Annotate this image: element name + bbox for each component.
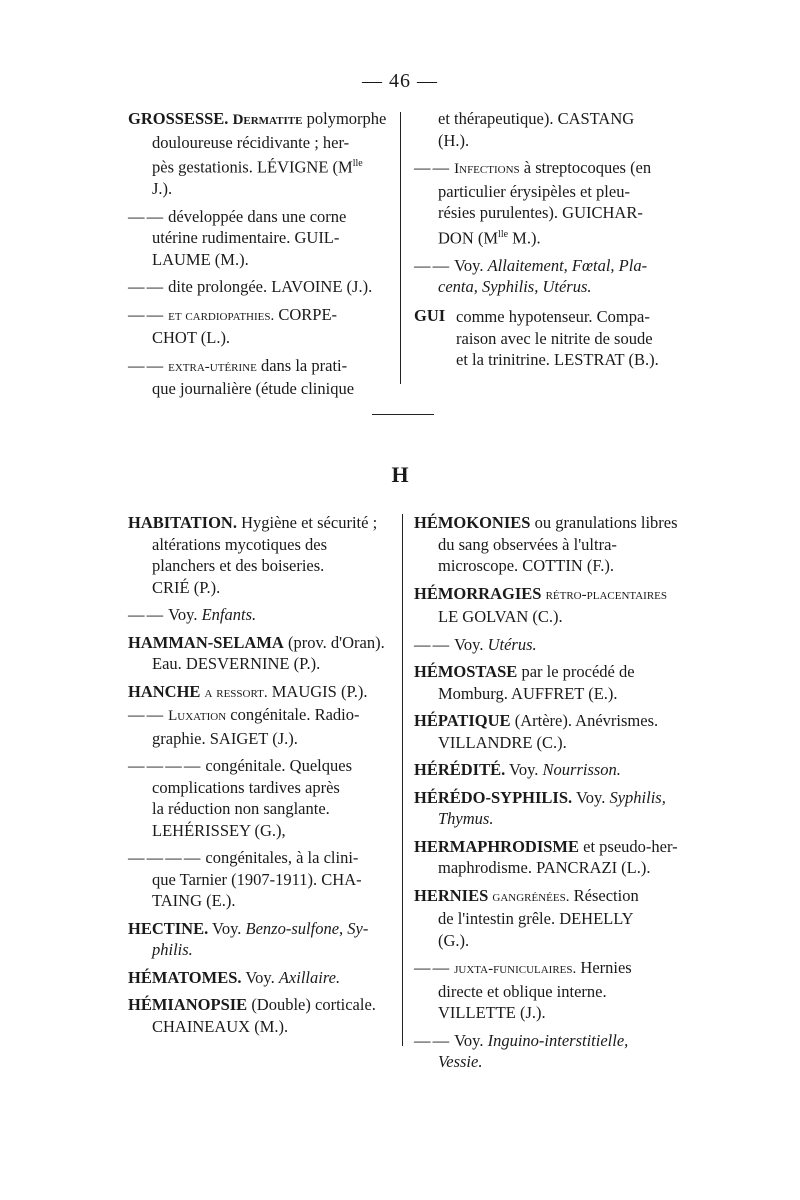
entry-line: [414, 634, 686, 656]
entry-text: et thérapeutique). CASTANG: [438, 109, 635, 128]
gui-line: raison avec le nitrite de soude: [456, 328, 653, 348]
entry-text: Résection: [569, 885, 639, 905]
entry-text: congénitale. Quelques: [205, 756, 352, 775]
repeat-dash: — —: [414, 158, 449, 177]
entry-text: CORPE-: [274, 304, 338, 324]
top-column-divider: [400, 112, 401, 384]
entry-line: [414, 710, 686, 732]
entry-line: [414, 130, 684, 152]
entry-line: [414, 255, 684, 277]
entry-text: Nourrisson.: [542, 760, 621, 779]
entry-line: [128, 276, 390, 298]
index-entry: [414, 157, 684, 249]
index-entry: [128, 967, 398, 989]
entry-line: [414, 555, 686, 577]
index-entry: [128, 276, 390, 298]
index-entry: [128, 681, 398, 750]
entry-line: [128, 1016, 398, 1038]
repeat-dash: — —: [128, 206, 163, 226]
entry-text: Enfants.: [201, 605, 257, 624]
entry-line: [414, 661, 686, 683]
repeat-dash: — —: [128, 705, 163, 724]
entry-text: MAUGIS (P.).: [267, 681, 368, 701]
entry-text: graphie. SAIGET (J.).: [152, 728, 298, 748]
index-entry: [414, 583, 686, 628]
entry-text: rétro-placentaires: [545, 586, 668, 603]
entry-text: Vessie.: [438, 1052, 483, 1071]
entry-text: développée dans une corne: [168, 206, 347, 226]
entry-text: VILLANDRE (C.).: [438, 732, 567, 752]
entry-text: Hygiène et sécurité ;: [236, 513, 378, 532]
entry-text: polymorphe: [302, 109, 387, 128]
entry-text: douloureuse récidivante ; her-: [152, 132, 350, 152]
entry-text: que Tarnier (1907-1911). CHA-: [152, 869, 362, 889]
entry-text: de l'intestin grêle. DEHELLY: [438, 909, 634, 928]
index-entry: [128, 355, 390, 400]
gui-entry: [456, 306, 686, 371]
index-entry: [414, 710, 686, 753]
entry-text: juxta-funiculaires.: [454, 961, 577, 977]
index-entry: [414, 1030, 686, 1073]
entry-line: [128, 512, 398, 534]
entry-line: [414, 808, 686, 830]
entry-line: [414, 108, 684, 130]
entry-line: [128, 577, 398, 599]
repeat-dash: — — — —: [128, 756, 200, 775]
headword: HÉMATOMES.: [128, 967, 242, 987]
entry-text: Luxation: [168, 708, 227, 724]
gui-line: et la trinitrine. LESTRAT (B.).: [456, 350, 659, 369]
index-entry: [414, 108, 684, 151]
entry-line: [128, 653, 398, 675]
entry-text: et pseudo-her-: [579, 836, 678, 856]
repeat-dash: — —: [414, 1030, 449, 1050]
index-entry: [414, 255, 684, 298]
entry-text: centa, Syphilis, Utérus.: [438, 277, 592, 296]
entry-line: [128, 820, 398, 842]
top-right-column: [414, 108, 684, 304]
entry-text: Voy.: [241, 967, 279, 987]
index-entry: [414, 957, 686, 1024]
entry-line: [128, 704, 398, 728]
entry-line: [128, 132, 390, 154]
entry-line: [128, 847, 398, 869]
repeat-dash: — —: [414, 958, 449, 977]
entry-text: et cardiopathies.: [168, 307, 275, 324]
entry-line: [414, 202, 684, 224]
gui-line: comme hypotenseur. Compa-: [456, 307, 650, 326]
headword: HÉMIANOPSIE: [128, 995, 248, 1014]
repeat-dash: — — — —: [128, 848, 200, 867]
headword: HÉMORRAGIES: [414, 583, 542, 603]
entry-text: microscope. COTTIN (F.).: [438, 556, 615, 575]
entry-text: a ressort.: [204, 684, 268, 701]
entry-line: [414, 1051, 686, 1073]
entry-line: [414, 583, 686, 607]
entry-text: lle: [498, 228, 509, 240]
entry-line: [128, 534, 398, 556]
entry-text: dans la prati-: [256, 355, 348, 375]
entry-line: [128, 798, 398, 820]
index-entry: [414, 787, 686, 830]
bottom-column-divider: [402, 514, 403, 1046]
entry-text: planchers et des boiseries.: [152, 556, 325, 575]
entry-line: [414, 683, 686, 705]
index-entry: [414, 661, 686, 704]
entry-line: [414, 787, 686, 809]
entry-text: (prov. d'Oran).: [283, 632, 385, 652]
entry-text: LEHÉRISSEY (G.),: [152, 820, 286, 840]
entry-text: ou granulations libres: [530, 513, 678, 532]
entry-line: [128, 632, 398, 654]
headword: HÉMOSTASE: [414, 662, 518, 681]
index-entry: [414, 836, 686, 879]
entry-text: maphrodisme. PANCRAZI (L.).: [438, 858, 651, 877]
entry-text: pès gestationis. LÉVIGNE (M: [152, 157, 353, 177]
index-entry: [414, 634, 686, 656]
entry-line: [414, 157, 684, 181]
entry-line: [414, 836, 686, 858]
entry-text: à streptocoques (en: [519, 158, 652, 177]
entry-text: congénitales, à la clini-: [205, 848, 359, 867]
entry-line: [128, 681, 398, 705]
entry-text: Utérus.: [487, 634, 537, 654]
index-entry: [414, 512, 686, 577]
headword: HERNIES: [414, 885, 489, 905]
entry-line: [414, 908, 686, 930]
entry-line: [414, 1030, 686, 1052]
entry-text: LE GOLVAN (C.).: [438, 607, 563, 626]
entry-text: TAING (E.).: [152, 891, 236, 910]
entry-line: [414, 181, 684, 203]
entry-line: [128, 304, 390, 328]
entry-text: particulier érysipèles et pleu-: [438, 181, 630, 201]
index-entry: [128, 918, 398, 961]
headword: HÉMOKONIES: [414, 513, 531, 532]
entry-text: la réduction non sanglante.: [152, 799, 330, 818]
index-entry: [128, 512, 398, 598]
index-entry: [128, 847, 398, 912]
bottom-left-column: [128, 512, 398, 1043]
entry-text: CHAINEAUX (M.).: [152, 1016, 289, 1036]
entry-text: Axillaire.: [278, 967, 341, 987]
index-entry: [128, 304, 390, 349]
entry-text: Voy.: [454, 1030, 488, 1050]
entry-text: (H.).: [438, 130, 470, 150]
repeat-dash: — —: [128, 355, 163, 375]
top-left-column: [128, 108, 390, 406]
entry-text: gangrénées.: [492, 888, 570, 905]
entry-text: Voy.: [572, 787, 610, 807]
entry-line: [128, 890, 398, 912]
entry-text: congénitale. Radio-: [226, 705, 360, 724]
entry-line: [414, 512, 686, 534]
entry-line: [128, 227, 390, 249]
entry-line: [128, 206, 390, 228]
index-entry: [128, 108, 390, 200]
entry-text: (Artère). Anévrismes.: [510, 711, 659, 730]
entry-text: philis.: [152, 940, 193, 959]
entry-line: [414, 981, 686, 1003]
repeat-dash: — —: [414, 255, 449, 275]
entry-text: Voy.: [454, 255, 488, 275]
entry-line: [128, 604, 398, 626]
entry-line: [414, 759, 686, 781]
repeat-dash: — —: [128, 304, 163, 324]
entry-text: Hernies: [576, 958, 632, 977]
headword: HÉRÉDO-SYPHILIS.: [414, 787, 573, 807]
entry-text: par le procédé de: [517, 662, 635, 681]
entry-text: altérations mycotiques des: [152, 534, 328, 554]
entry-line: [128, 355, 390, 379]
entry-text: Momburg. AUFFRET (E.).: [438, 683, 618, 703]
entry-line: [414, 885, 686, 909]
headword: HABITATION.: [128, 513, 237, 532]
headword: GROSSESSE.: [128, 109, 229, 128]
entry-line: [128, 728, 398, 750]
entry-text: dite prolongée. LAVOINE (J.).: [168, 277, 373, 296]
entry-text: Thymus.: [438, 809, 494, 828]
entry-text: J.).: [152, 179, 173, 198]
index-entry: [414, 885, 686, 952]
entry-text: CRIÉ (P.).: [152, 577, 221, 597]
entry-line: [128, 777, 398, 799]
entry-line: [414, 732, 686, 754]
entry-text: Voy.: [505, 760, 543, 779]
gui-headword: GUI: [414, 306, 446, 325]
headword: HÉPATIQUE: [414, 711, 511, 730]
entry-text: Inguino-interstitielle,: [487, 1030, 629, 1050]
headword: HÉRÉDITÉ.: [414, 760, 506, 779]
entry-text: Voy.: [168, 605, 202, 624]
headword: HAMMAN-SELAMA: [128, 632, 284, 652]
entry-text: utérine rudimentaire. GUIL-: [152, 228, 340, 247]
entry-text: Infections: [454, 161, 520, 177]
section-letter: H: [391, 462, 409, 487]
entry-line: [414, 276, 684, 298]
index-entry: [128, 994, 398, 1037]
entry-line: [128, 869, 398, 891]
entry-line: [414, 534, 686, 556]
index-entry: [128, 755, 398, 841]
entry-line: [414, 1002, 686, 1024]
entry-line: [128, 153, 390, 178]
entry-line: [128, 249, 390, 271]
entry-text: extra-utérine: [168, 358, 257, 375]
entry-text: (G.).: [438, 930, 470, 950]
entry-text: Voy.: [208, 918, 246, 938]
entry-text: VILLETTE (J.).: [438, 1003, 546, 1022]
index-entry: [414, 759, 686, 781]
entry-line: [128, 378, 390, 400]
entry-line: [414, 606, 686, 628]
entry-text: Benzo-sulfone, Sy-: [245, 918, 369, 938]
entry-text: M.).: [508, 228, 541, 247]
headword: HECTINE.: [128, 918, 209, 938]
entry-text: du sang observées à l'ultra-: [438, 534, 617, 554]
entry-text: Dermatite: [232, 112, 303, 128]
entry-text: que journalière (étude clinique: [152, 379, 355, 398]
entry-line: [128, 939, 398, 961]
page-number: — 46 —: [362, 70, 438, 92]
entry-line: [128, 755, 398, 777]
index-entry: [128, 632, 398, 675]
index-entry: [128, 206, 390, 271]
headword: HANCHE: [128, 681, 201, 701]
entry-text: Syphilis,: [609, 787, 666, 807]
index-entry: [128, 604, 398, 626]
entry-text: directe et oblique interne.: [438, 981, 607, 1001]
entry-line: [128, 555, 398, 577]
entry-text: Eau. DESVERNINE (P.).: [152, 654, 321, 673]
section-rule: [372, 414, 434, 415]
entry-line: [128, 967, 398, 989]
entry-line: [128, 108, 390, 132]
entry-line: [128, 178, 390, 200]
entry-line: [128, 994, 398, 1016]
entry-text: résies purulentes). GUICHAR-: [438, 203, 643, 222]
repeat-dash: — —: [128, 277, 163, 296]
repeat-dash: — —: [128, 605, 163, 624]
entry-text: complications tardives après: [152, 777, 340, 797]
entry-line: [414, 224, 684, 249]
bottom-right-column: [414, 512, 686, 1079]
entry-text: LAUME (M.).: [152, 249, 249, 269]
entry-line: [414, 930, 686, 952]
entry-text: Voy.: [454, 634, 488, 654]
entry-text: Allaitement, Fœtal, Pla-: [487, 255, 648, 275]
repeat-dash: — —: [414, 634, 449, 654]
entry-line: [414, 957, 686, 981]
entry-line: [414, 857, 686, 879]
entry-text: DON (M: [438, 228, 499, 247]
headword: HERMAPHRODISME: [414, 836, 579, 856]
entry-line: [128, 918, 398, 940]
entry-line: [128, 327, 390, 349]
entry-text: (Double) corticale.: [247, 995, 376, 1014]
entry-text: lle: [352, 158, 363, 169]
entry-text: CHOT (L.).: [152, 328, 231, 347]
